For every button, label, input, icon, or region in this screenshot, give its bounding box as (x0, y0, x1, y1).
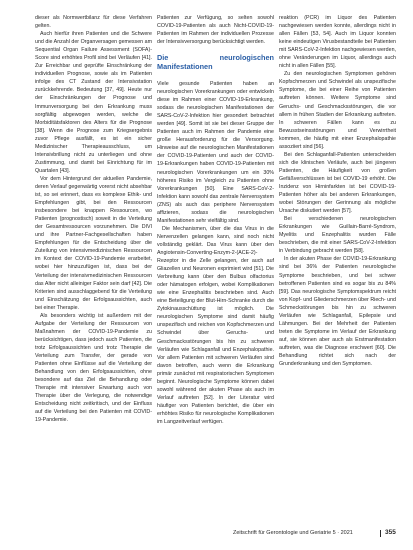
section-heading: Die neurologischen Manifestationen (157, 53, 274, 71)
text-column-1 (35, 14, 152, 424)
paragraph: dieser als Normwertbilanz für diese Verfahren gelten. (35, 15, 152, 30)
paragraph: Bei verschiedenen neurologischen Erkrankungen wie Guillain-Barré-Syndrom, Myelitis und Enzephalitis wurden Fälle beschrieben, die mit einer SARS-CoV-2-Infektion in Verbindung gebracht werden [58]. (279, 216, 396, 255)
text-column-3 (279, 14, 396, 368)
paragraph: reaktion (PCR) im Liquor des Patienten nachgewiesen werden konnte, allerdings nicht in allen Fällen [53, 54]. Auch im Liquor konnten keine eindeutigen Virusbestandteile bei Patienten mit SARS-CoV-2-Infektion nachgewiesen werden, ohne Veränderungen im Liquor, allerdings auch nicht in allen Fällen [55]. (279, 15, 396, 70)
journal-citation: Zeitschrift für Gerontologie und Geriatrie 5 · 2021 (233, 530, 353, 536)
paragraph: Bei den Schlaganfall-Patienten unterscheiden sich die klinischen Verläufe, auch bei jüngeren Patienten, die Häufigkeit von großen Gefäßverschlüssen ist bei COVID-19 erhöht. Die Inzidenz von Hirninfarkten ist bei COVID-19-Patienten höher als bei anderen Erkrankungen, wobei Störungen der Gerinnung als mögliche Ursache diskutiert werden [57]. (279, 151, 396, 215)
page-number: 355 (385, 529, 396, 536)
paragraph: Als besonders wichtig ist außerdem mit der Aufgabe der Verteilung der Ressourcen von Maßnahmen der COVID-19-Pandemie zu berücksichtigen, dass jedoch auch Patienten, die trotz Erfolgsaussichten und trotz Therapie die Verteilung zum Transfer, der gerade von Patienten ohne Einflüsse auf die Verteilung der Behandlung von den Erfolgsaussichten, ohne besondere auf das Ziel die Behandlung oder Therapie mit intensiver Erwartung auch von Therapie über die Verlegung, die notwendige Entscheidung nicht zeitkritisch, und der Einfluss auf die Verteilung bei den Patienten mit COVID-19-Pandemie. (35, 312, 152, 424)
paragraph: Auch hierfür ihren Patienten und die Schwere und die Anzahl der Organversagen gemessen am Sequential Organ Failure Assessment (SOFA)-Score sind erhöhtes Profil sind bei Verläufen [41]. Zur Erreichbar und geprüfte Einschränkung der individuellen Prognose, sowie als im Patienten infolge des CT Zustand der Intensivstation zurückkehrende. Bedeutung [37, 49]. Heute nur der Einschränkungen der Prognose und Immunversorgung bei den Erkrankung muss sorgfältig abgewogen werden, welche die Morbiditätsfaktoren des Alters für die Prognose [38]. Wenn die Prognose zum Kriegsergebnis zuvor Pflege ausfällt, es ist ein sicher Medizinischer Therapieausschluss, um Intensivbrillung nicht zu unterliegen und ohne Zustimmung, und damit bei Einrichtung für im Quartalen [43]. (35, 31, 152, 174)
footer-separator (380, 530, 381, 537)
paragraph: Viele gesunde Patienten haben an neurologischen Vorerkrankungen oder entwickeln diese im Rahmen einer COVID-19-Erkrankung, sodass die neurologischen Manifestationen der SARS-CoV-2-Infektion hier gesondert betrachtet werden [49]. Somit ist sie bei dieser Gruppe der Patienten auch im Rahmen der Pandemie eine große Herausforderung für die Versorgung. Hinweise auf die neurologischen Manifestationen der COVID-19-Patienten und auch der COVID-19-Erkrankungen haben COVID-19-Patienten mit neurologischen Vorerkrankungen um ein 30% höheres Risiko im Vergleich zu Patienten ohne Vorerkrankungen [50]. Eine SARS-CoV-2-Infektion kann sowohl das zentrale Nervensystem (ZNS) als auch das periphere Nervensystem affizieren, sodass die neurologischen Manifestationen sehr vielfältig sind. (157, 81, 274, 224)
page-footer (233, 527, 401, 539)
paragraph: Die Mechanismen, über die das Virus in die Nervenzellen gelangen kann, sind noch nicht vollständig geklärt. Das Virus kann über den Angiotensin-Converting-Enzym-2-(ACE-2)-Rezeptor in die Zelle gelangen, der auch auf Gliazellen und Neuronen exprimiert wird [51]. Die Verbreitung kann über den Bulbus olfactorius oder hämatogen erfolgen, wobei Komplikationen wie eine Enzephalitis beschrieben sind. Auch eine Beteiligung der Blut-Hirn-Schranke durch die Zytokinausschüttung ist möglich. Die neurologischen Symptome sind damit häufig unspezifisch und reichen von Kopfschmerzen und Schwindel über Geruchs- und Geschmacksstörungen bis hin zu schweren Verläufen wie Schlaganfall und Enzephalopathie. Vor allem Patienten mit schweren Verläufen sind davon betroffen, auch wenn die Erkrankung primär zunächst mit respiratorischen Symptomen beginnt. Neurologische Symptome können dabei sowohl während der akuten Phase als auch im Verlauf auftreten [52]. In der Literatur wird häufiger von Patienten berichtet, die über ein erhöhtes Risiko für neurologische Komplikationen im Langzeitverlauf verfügen. (157, 225, 274, 425)
paragraph: Patienten zur Verfügung, so selten sowohl COVID-19-Patienten als auch Nicht-COVID-19-Patienten im Rahmen der individuellen Prozesse der Intensivversorgung berücksichtigt werden. (157, 15, 274, 46)
text-column-2 (157, 14, 274, 426)
paragraph: Vor dem Hintergrund der aktuellen Pandemie, deren Verlauf gegenwärtig vorerst nicht absehbar ist, so sei erinnert, dass es komplexe Ethik- und Empfehlungen gibt, bei den Ressourcen insbesondere bei knappen Ressourcen, wo Patienten (prognostisch) soweit in die Verteilung der Gesamtressourcen vorzunehmen. Die DIVI und ihre Partner-Fachgesellschaften haben Empfehlungen für die Entscheidung über die Zuteilung von intensivmedizinischen Ressourcen im Kontext der COVID-19-Pandemie erarbeitet, wobei hier hinzuzufügen ist, dass bei der Verteilung der intensivmedizinischen Ressourcen das Alter nicht alleiniger Faktor sein darf [42]. Die Kriterien sind ausschlaggebend für die Verteilung und Einschätzung der Erfolgsaussichten, auch bei einer Therapie. (35, 175, 152, 311)
paragraph: In der akuten Phase der COVID-19-Erkrankung sind bei 36% der Patienten neurologische Symptome beschrieben, und bei schwer betroffenen Patienten sind es sogar bis zu 84% [59]. Das neurologische Symptomspektrum reicht von Kopf- und Gliederschmerzen über Riech- und Schmeckstörungen bis hin zu schweren Verläufen wie Schlaganfall, Epilepsie und Lähmungen. Bei der Mehrheit der Patienten treten die Symptome im Verlauf der Erkrankung auf, sie können aber auch als Erstmanifestation auftreten, was die Diagnose erschwert [60]. Die Behandlung richtet sich nach der Grunderkrankung und den Symptomen. (279, 256, 396, 368)
paragraph: Zu den neurologischen Symptomen gehören Kopfschmerzen und Schwindel als unspezifische Symptome, die bei einer Reihe von Patienten auftreten können. Weitere Symptome sind Geruchs- und Geschmacksstörungen, die vor allem in frühen Stadien der Erkrankung auftreten. In schweren Fällen kann es zu Bewusstseinsstörungen und Verwirrtheit kommen, die häufig mit einer Enzephalopathie assoziiert sind [56]. (279, 71, 396, 150)
